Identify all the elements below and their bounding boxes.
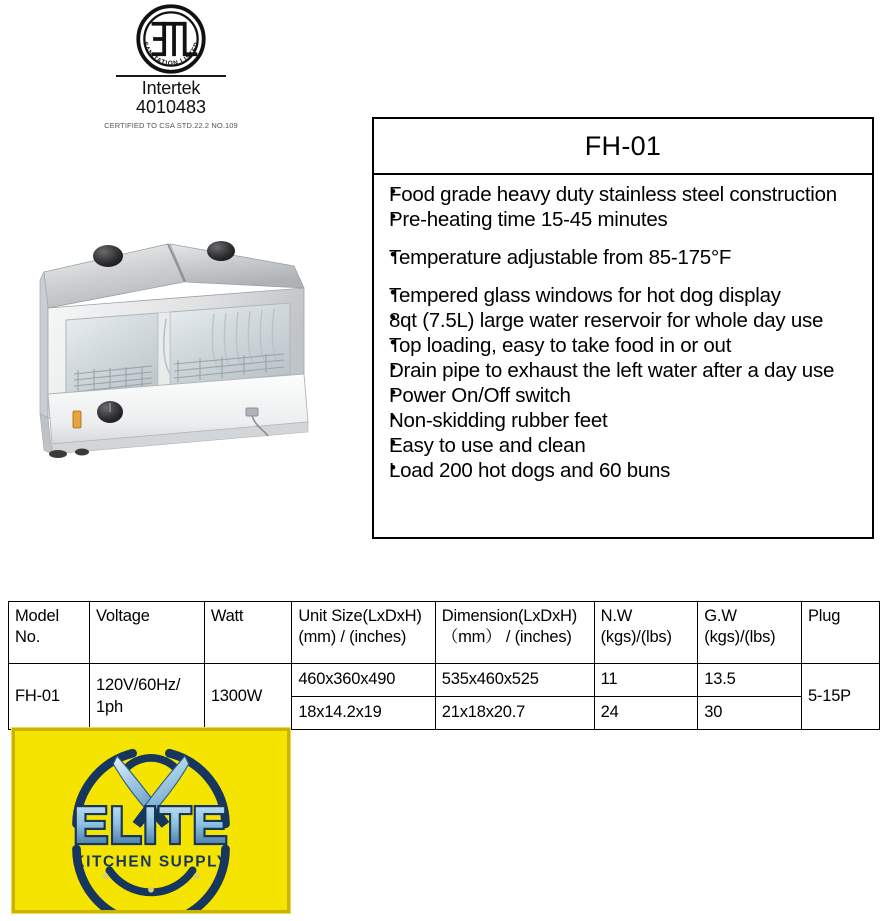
etl-sanitation-listed-icon xyxy=(132,4,210,74)
etl-control-number: 4010483 xyxy=(135,96,207,117)
cell-net-weight-kgs: 11 xyxy=(594,664,698,697)
header-net-weight-line2: (kgs)/(lbs) xyxy=(600,628,672,647)
feature-list xyxy=(374,175,872,483)
header-net-weight-line1: N.W xyxy=(600,607,633,625)
header-dimension xyxy=(435,602,594,664)
header-model-line1: Model xyxy=(15,607,59,625)
etl-divider xyxy=(116,75,226,77)
feature-item: • 8qt (7.5L) large water reservoir for whole day use xyxy=(374,308,872,333)
cell-voltage-line1: 120V/60Hz/ xyxy=(96,676,181,695)
rubber-foot-left xyxy=(49,450,67,458)
header-dimension-line1: Dimension(LxDxH) xyxy=(441,607,578,625)
header-model-no xyxy=(9,602,90,664)
lid-knob-right xyxy=(207,241,235,261)
etl-certification-block xyxy=(56,4,286,130)
feature-item: • Temperature adjustable from 85-175°F xyxy=(374,245,872,270)
feature-item: • Power On/Off switch xyxy=(374,383,872,408)
cell-plug: 5-15P xyxy=(801,664,879,730)
logo-dot-right xyxy=(194,873,200,879)
logo-brand-text: ELITE xyxy=(73,797,229,856)
header-gross-weight xyxy=(698,602,802,664)
model-title: FH-01 xyxy=(374,119,872,175)
cell-gross-weight-kgs: 13.5 xyxy=(698,664,802,697)
svg-text:SANITATION LISTED: SANITATION LISTED xyxy=(141,40,201,68)
header-model-line2: No. xyxy=(15,628,41,647)
rubber-foot-right xyxy=(75,449,89,456)
feature-item: • Easy to use and clean xyxy=(374,433,872,458)
specification-table xyxy=(8,601,880,730)
cell-dimension-inches: 21x18x20.7 xyxy=(435,697,594,730)
cell-gross-weight-lbs: 30 xyxy=(698,697,802,730)
header-gross-weight-line1: G.W xyxy=(704,607,737,625)
feature-item: • Load 200 hot dogs and 60 buns xyxy=(374,458,872,483)
feature-item: • Food grade heavy duty stainless steel construction xyxy=(374,182,872,207)
feature-item: • Drain pipe to exhaust the left water after a day use xyxy=(374,358,872,383)
header-gross-weight-line2: (kgs)/(lbs) xyxy=(704,628,776,647)
elite-kitchen-supply-logo xyxy=(15,731,287,910)
cell-voltage xyxy=(90,664,205,730)
brand-logo-box xyxy=(12,728,290,913)
logo-ring-crest xyxy=(125,758,177,770)
header-unit-size-line2: (mm) / (inches) xyxy=(298,628,407,647)
feature-item: • Tempered glass windows for hot dog display xyxy=(374,283,872,308)
feature-panel xyxy=(372,117,874,539)
header-net-weight xyxy=(594,602,698,664)
logo-tagline-text: KITCHEN SUPPLY xyxy=(73,853,229,871)
cell-dimension-mm: 535x460x525 xyxy=(435,664,594,697)
header-plug: Plug xyxy=(801,602,879,664)
cell-watt: 1300W xyxy=(204,664,292,730)
header-dimension-line2: （mm） / (inches) xyxy=(441,628,572,647)
header-unit-size-line1: Unit Size(LxDxH) xyxy=(298,607,422,625)
feature-item: • Non-skidding rubber feet xyxy=(374,408,872,433)
logo-dot-center xyxy=(148,887,154,893)
cell-unit-size-mm: 460x360x490 xyxy=(292,664,435,697)
logo-dot-left xyxy=(103,873,109,879)
power-indicator-switch xyxy=(73,411,81,428)
feature-item: • Top loading, easy to take food in or out xyxy=(374,333,872,358)
cell-model-no: FH-01 xyxy=(9,664,90,730)
cell-unit-size-inches: 18x14.2x19 xyxy=(292,697,435,730)
product-photo-hot-dog-steamer xyxy=(18,222,348,484)
etl-agency-name: Intertek xyxy=(141,78,201,98)
lid-knob-left xyxy=(93,245,123,267)
header-watt: Watt xyxy=(204,602,292,664)
table-row xyxy=(9,664,880,697)
feature-item: • Pre-heating time 15-45 minutes xyxy=(374,207,872,232)
header-voltage: Voltage xyxy=(90,602,205,664)
table-header-row xyxy=(9,602,880,664)
header-unit-size xyxy=(292,602,435,664)
etl-standard-text: CERTIFIED TO CSA STD.22.2 NO.109 xyxy=(104,120,238,130)
cell-net-weight-lbs: 24 xyxy=(594,697,698,730)
cell-voltage-line2: 1ph xyxy=(96,697,123,716)
